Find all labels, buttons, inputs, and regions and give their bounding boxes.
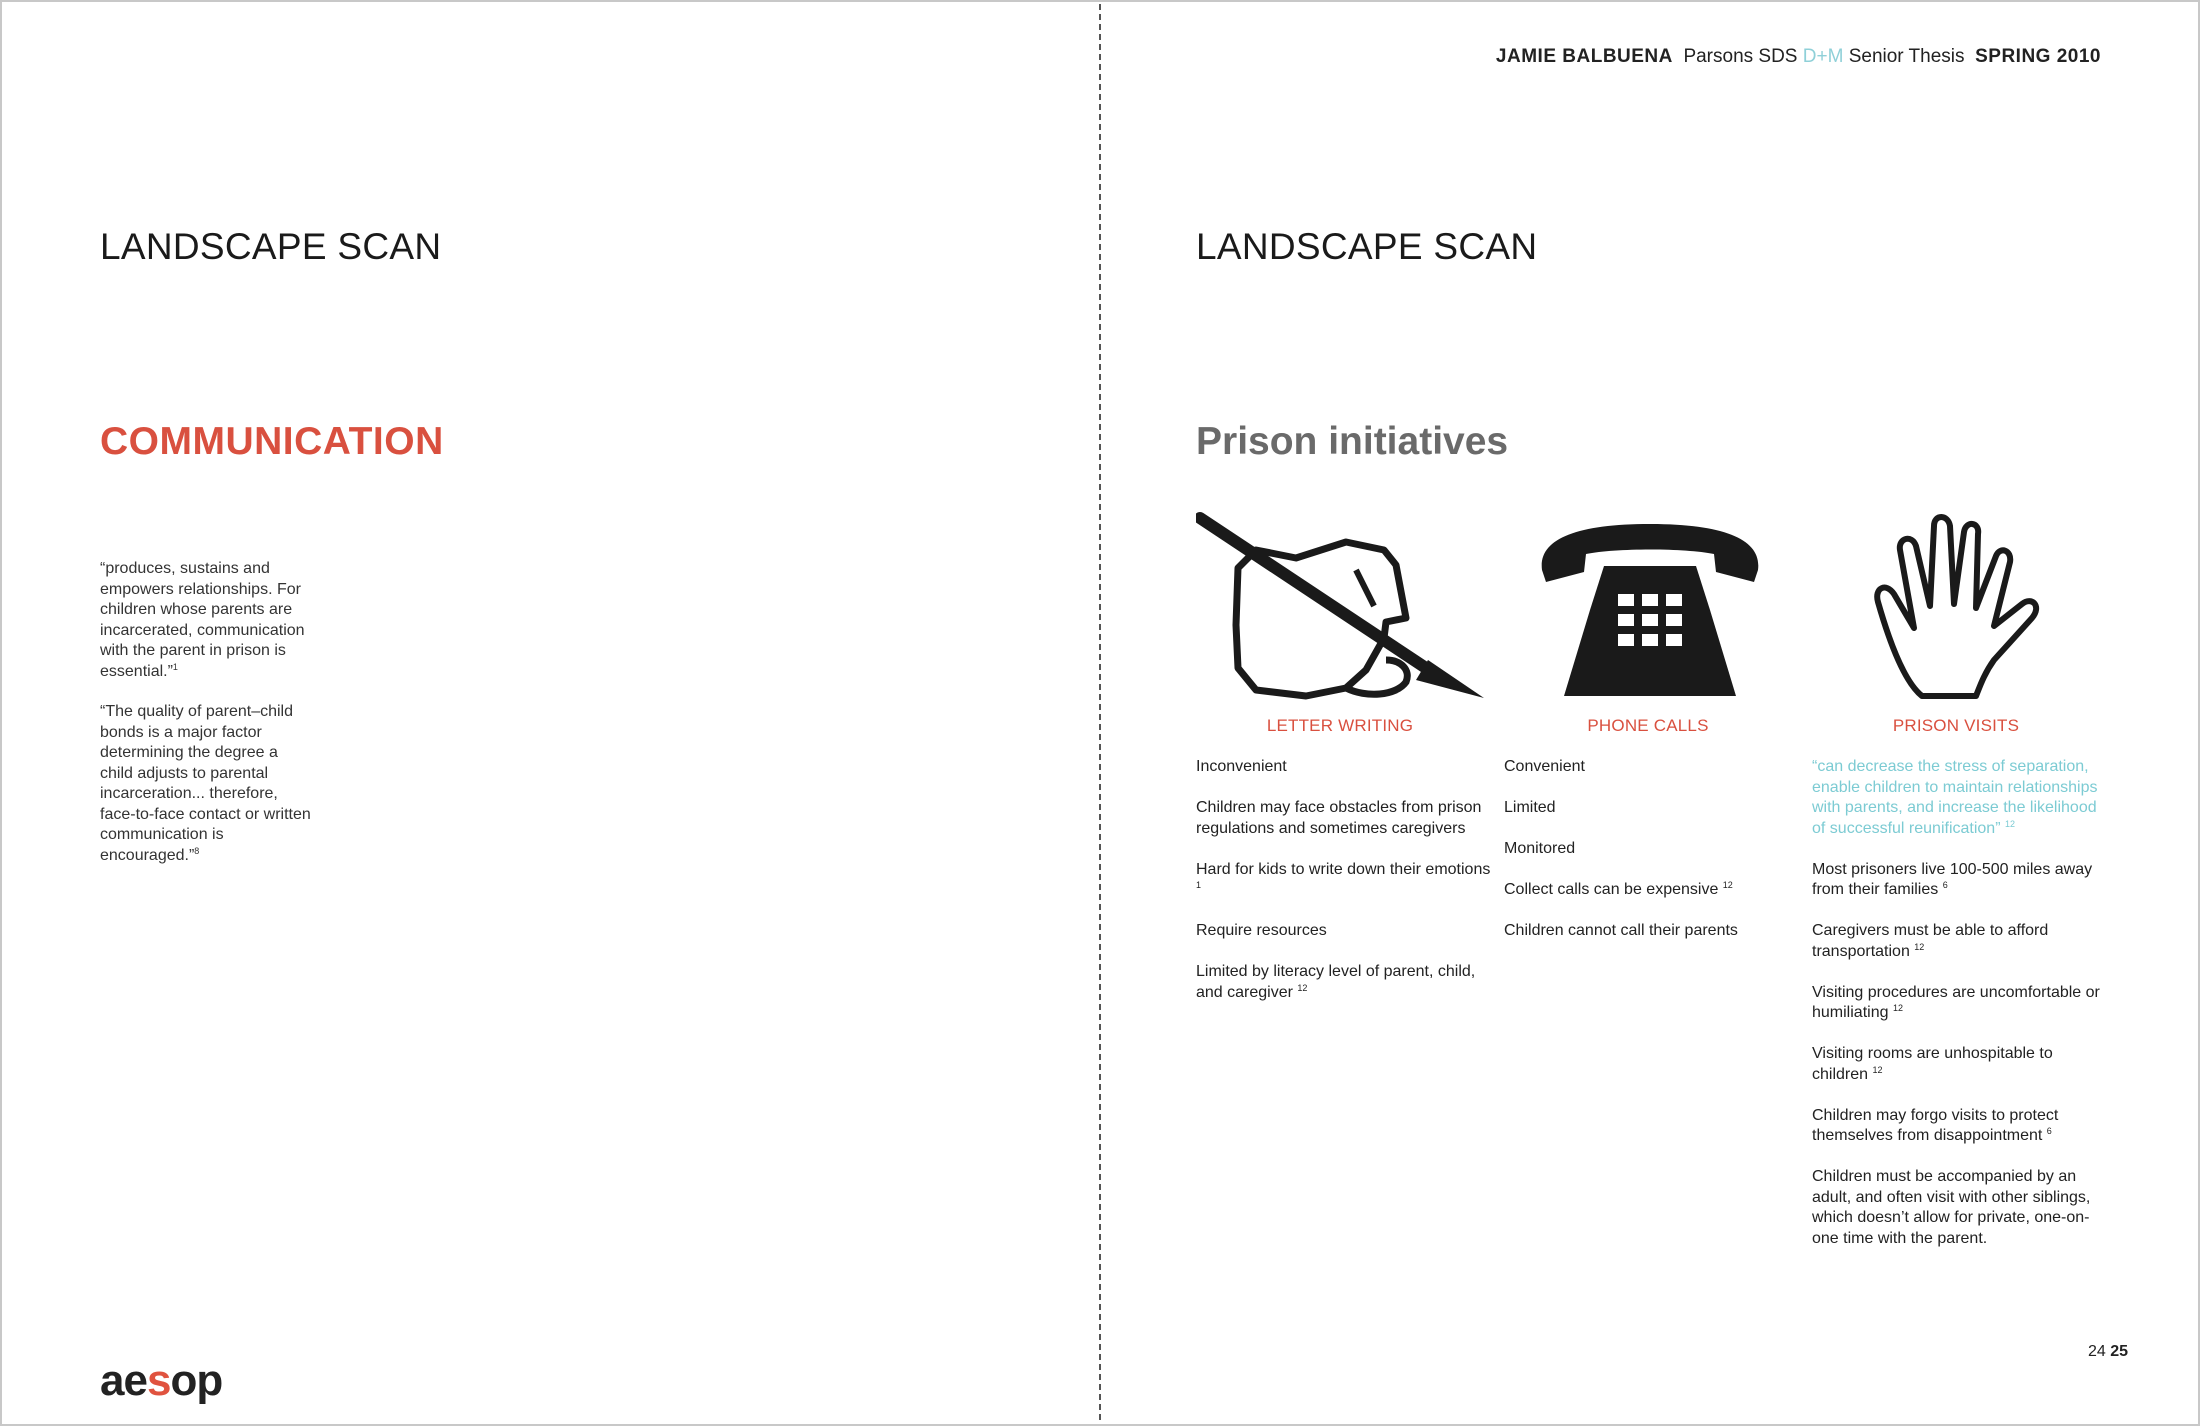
item-text: Hard for kids to write down their emotions [1196,860,1491,878]
item-text: Children may forgo visits to protect themselves from disappointment [1812,1106,2059,1144]
list-item [1504,921,1764,942]
prison-initiatives-title: Prison initiatives [1196,420,1509,463]
item-text: Children must be accompanied by an adult, and often visit with other siblings, which doesn’t allow for private, one-on-one time with the parent. [1812,1168,2091,1247]
communication-title: COMMUNICATION [100,420,444,463]
item-text: Inconvenient [1196,758,1287,775]
letter-writing-heading: LETTER WRITING [1266,716,1414,735]
header-school: Parsons SDS [1683,46,1798,67]
item-ref: 12 [1297,982,1308,993]
item-text: Visiting rooms are unhospitable to children [1812,1045,2053,1083]
item-ref: 1 [1196,880,1202,890]
item-ref: 12 [2004,818,2015,829]
list-item [1504,798,1764,819]
list-item [1812,921,2108,962]
right-section-label: LANDSCAPE SCAN [1196,226,1538,267]
list-item [1504,880,1764,901]
item-text: Limited [1504,799,1556,816]
item-text: Require resources [1196,922,1327,939]
item-text: “can decrease the stress of separation, enable children to maintain relationships with parents, and increase the likelihood of successful reunification” [1812,758,2098,837]
prison-visits-quote [1812,757,2108,839]
quote-1-text: “produces, sustains and empowers relationships. For children whose parents are incarcerated, communication with the parent in prison is essential.” [100,560,305,680]
phone-calls-list [1504,757,1764,962]
spread-divider [1099,4,1101,1420]
list-item [1504,757,1764,778]
list-item [1812,1044,2108,1085]
header-program: D+M [1802,46,1844,67]
prison-visits-list [1812,757,2108,1270]
item-text: Children cannot call their parents [1504,922,1738,939]
prison-visits-heading: PRISON VISITS [1892,716,2020,735]
item-text: Monitored [1504,840,1576,857]
page-numbers [2088,1343,2128,1361]
list-item [1812,1106,2108,1147]
aesop-logo [100,1356,222,1406]
list-item [1812,983,2108,1024]
quote-1-ref: 1 [172,661,178,672]
item-text: Visiting procedures are uncomfortable or humiliating [1812,983,2100,1021]
item-ref: 6 [1942,880,1948,890]
right-page-number: 25 [2110,1343,2128,1360]
item-ref: 12 [1914,941,1925,952]
list-item [1812,1167,2108,1249]
item-text: Most prisoners live 100-500 miles away from their families [1812,860,2093,898]
quote-2-ref: 8 [194,845,200,856]
list-item [1504,839,1764,860]
telephone-icon [1534,510,1766,698]
item-ref: 6 [2046,1126,2052,1136]
item-text: Limited by literacy level of parent, child, and caregiver [1196,963,1476,1001]
list-item [1196,757,1492,778]
item-ref: 12 [1872,1064,1883,1075]
open-hand-icon [1872,510,2042,700]
header-thesis: Senior Thesis [1848,46,1965,67]
running-header [1496,46,2101,68]
list-item [1196,860,1492,901]
list-item [1196,798,1492,839]
phone-calls-heading: PHONE CALLS [1587,716,1709,735]
item-text: Collect calls can be expensive [1504,881,1719,898]
list-item [1196,962,1492,1003]
item-ref: 12 [1892,1003,1903,1013]
list-item [1812,860,2108,901]
list-item [1196,921,1492,942]
logo-part-2: s [146,1356,171,1405]
logo-part-3: op [170,1356,223,1405]
quote-2 [100,702,315,866]
left-page-number: 24 [2087,1343,2106,1360]
letter-writing-list [1196,757,1492,1024]
item-text: Children may face obstacles from prison regulations and sometimes caregivers [1196,799,1482,837]
item-ref: 12 [1722,880,1733,890]
hand-writing-icon [1196,510,1486,700]
quote-2-text: “The quality of parent–child bonds is a major factor determining the degree a child adjusts to parental incarceration... therefore, face-to-face contact or written communication is encouraged.” [100,703,311,864]
header-author: JAMIE BALBUENA [1495,46,1673,67]
header-term: SPRING 2010 [1975,46,2101,67]
quote-1 [100,559,315,682]
logo-part-1: ae [100,1356,147,1405]
item-text: Convenient [1504,758,1585,775]
left-section-label: LANDSCAPE SCAN [100,226,442,267]
item-text: Caregivers must be able to afford transportation [1812,922,2049,960]
